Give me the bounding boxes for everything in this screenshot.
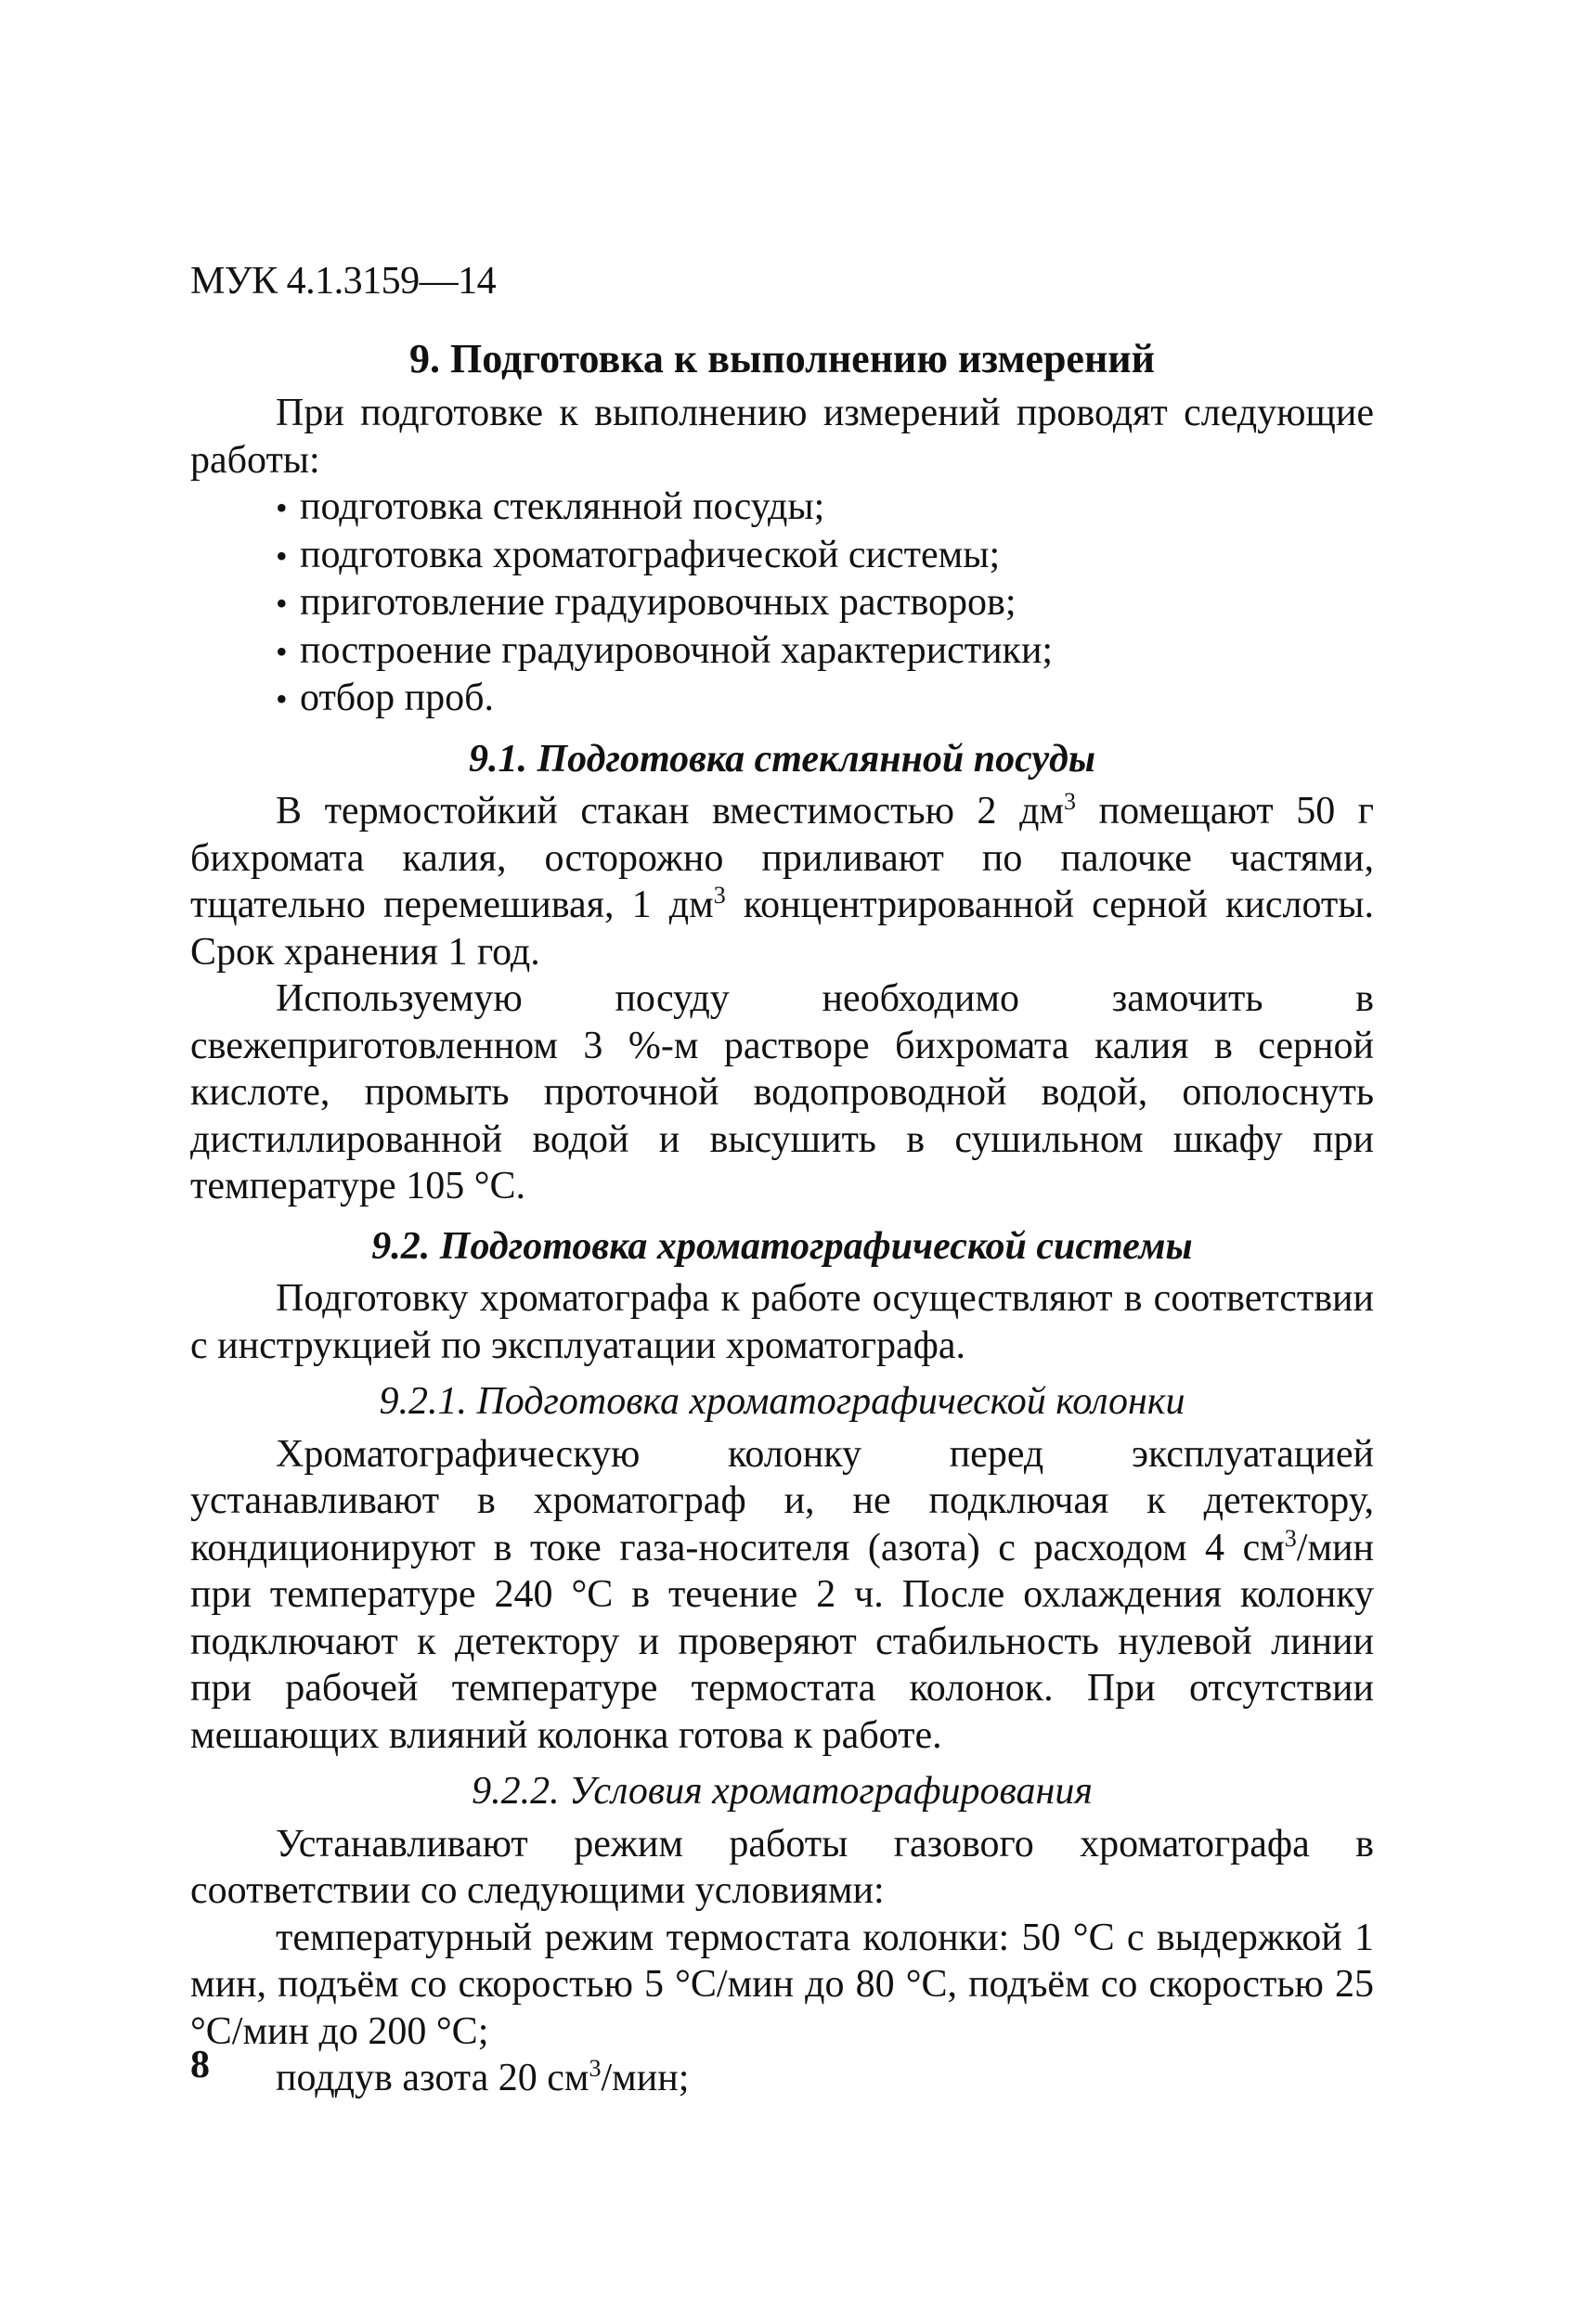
section-9-1-title: 9.1. Подготовка стеклянной посуды bbox=[469, 737, 1095, 781]
section-9-1-paragraph-1 bbox=[190, 788, 1374, 975]
section-9-title: 9. Подготовка к выполнению измерений bbox=[409, 336, 1155, 381]
section-9-2-paragraph-1: Подготовку хроматографа к работе осуществляют в соответствии с инструкцией по эксплуатации хроматографа. bbox=[190, 1277, 1374, 1367]
list-item: • подготовка хроматографической системы; bbox=[276, 532, 1374, 580]
text-run: В термостойкий стакан вместимостью 2 дм bbox=[276, 790, 1065, 833]
section-9-2-1-paragraph-1 bbox=[190, 1431, 1374, 1760]
list-item: • построение градуировочной характеристики; bbox=[276, 627, 1374, 676]
preparation-list bbox=[190, 484, 1374, 723]
text-run: /мин при температуре 240 °С в течение 2 ч. После охлаждения колонку подключают к детектору и проверяют стабильность нулевой линии при рабочей температуре термостата колонок. При отсутствии мешающих влияний колонка готова к работе. bbox=[190, 1526, 1374, 1757]
superscript: 3 bbox=[1284, 1524, 1297, 1552]
text-run: Хроматографическую колонку перед эксплуатацией устанавливают в хроматограф и, не подключая к детектору, кондиционируют в токе газа-носителя (азота) с расходом 4 см bbox=[190, 1432, 1374, 1569]
section-9-2-2-paragraph-3 bbox=[190, 2055, 1374, 2102]
section-9-2-2-title: 9.2.2. Условия хроматографирования bbox=[472, 1770, 1093, 1813]
section-9-intro: При подготовке к выполнению измерений проводят следующие работы: bbox=[190, 392, 1374, 482]
text-run: концентрированной серной кислоты. Срок хранения 1 год. bbox=[190, 884, 1374, 974]
section-9-2-1-title: 9.2.1. Подготовка хроматографической колонки bbox=[379, 1380, 1185, 1423]
superscript: 3 bbox=[589, 2055, 602, 2082]
list-item: • подготовка стеклянной посуды; bbox=[276, 484, 1374, 532]
superscript: 3 bbox=[1064, 788, 1077, 815]
section-9-2-2-paragraph-1: Устанавливают режим работы газового хроматографа в соответствии со следующими условиями: bbox=[190, 1822, 1374, 1912]
section-9-2-title: 9.2. Подготовка хроматографической системы bbox=[371, 1224, 1193, 1268]
list-item: • приготовление градуировочных растворов; bbox=[276, 579, 1374, 627]
page-number: 8 bbox=[190, 2044, 210, 2086]
superscript: 3 bbox=[713, 882, 726, 909]
section-9-1-paragraph-2: Используемую посуду необходимо замочить в свежеприготовленном 3 %-м растворе бихромата калия в серной кислоте, промыть проточной водопроводной водой, ополоснуть дистиллированной водой и высушить в сушильном шкафу при температуре 105 °С. bbox=[190, 977, 1374, 1207]
page-content bbox=[190, 334, 1374, 2102]
document-code: МУК 4.1.3159—14 bbox=[190, 260, 497, 303]
text-run: поддув азота 20 см bbox=[276, 2057, 589, 2099]
section-9-2-2-paragraph-2: температурный режим термостата колонки: 50 °С с выдержкой 1 мин, подъём со скоростью 5 °С/мин до 80 °С, подъём со скоростью 25 °С/мин до 200 °С; bbox=[190, 1916, 1374, 2053]
list-item: • отбор проб. bbox=[276, 675, 1374, 723]
text-run: /мин; bbox=[601, 2057, 690, 2099]
text-run: помещают 50 г бихромата калия, осторожно приливают по палочке частями, тщательно перемешивая, 1 дм bbox=[190, 790, 1374, 926]
